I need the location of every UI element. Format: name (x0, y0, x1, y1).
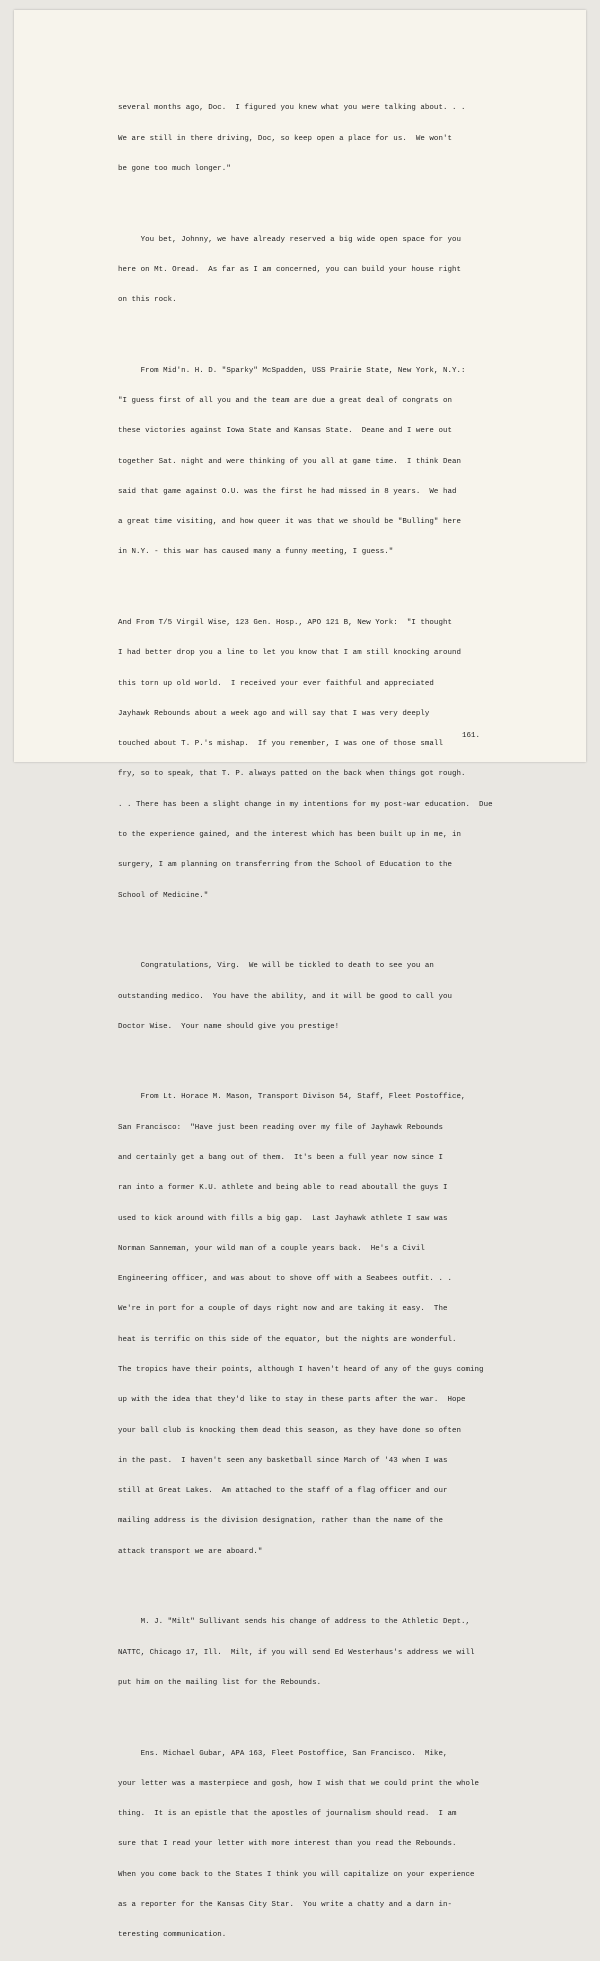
text-line: several months ago, Doc. I figured you knew what you were talking about. . . (118, 104, 466, 113)
text-line: to the experience gained, and the interest which has been built up in me, in (118, 831, 462, 840)
text-line: outstanding medico. You have the ability, and it will be good to call you (118, 992, 452, 1001)
text-line: Jayhawk Rebounds about a week ago and will say that I was very deeply (118, 709, 430, 718)
text-line: When you come back to the States I think you will capitalize on your experience (118, 1870, 475, 1879)
text-line: ran into a former K.U. athlete and being able to read aboutall the guys I (118, 1184, 448, 1193)
document-page (14, 10, 586, 1940)
text-line: "I guess first of all you and the team are due a great deal of congrats on (118, 397, 452, 405)
text-line: be gone too much longer." (118, 164, 231, 173)
text-line: your ball club is knocking them dead this season, as they have done so often (118, 1426, 462, 1435)
text-line: thing. It is an epistle that the apostles of journalism should read. I am (118, 1810, 457, 1819)
text-line: as a reporter for the Kansas City Star. You write a chatty and a darn in- (118, 1900, 452, 1909)
text-line: Doctor Wise. Your name should give you prestige! (118, 1022, 340, 1031)
text-line: in N.Y. - this war has caused many a funny meeting, I guess." (118, 548, 394, 557)
text-line: And From T/5 Virgil Wise, 123 Gen. Hosp., APO 121 B, New York: "I thought (118, 619, 452, 628)
text-line: Ens. Michael Gubar, APA 163, Fleet Postoffice, San Francisco. Mike, (118, 1749, 448, 1758)
text-line: sure that I read your letter with more interest than you read the Rebounds. (118, 1840, 457, 1849)
text-line: Congratulations, Virg. We will be tickled to death to see you an (118, 962, 434, 971)
text-line: here on Mt. Oread. As far as I am concerned, you can build your house right (118, 265, 462, 274)
text-line: said that game against O.U. was the first he had missed in 8 years. We had (118, 487, 457, 496)
text-line: and certainly get a bang out of them. It's been a full year now since I (118, 1154, 443, 1163)
text-line: teresting communication. (118, 1931, 227, 1940)
text-line: your letter was a masterpiece and gosh, how I wish that we could print the whole (118, 1779, 480, 1788)
text-line: heat is terrific on this side of the equator, but the nights are wonderful. (118, 1335, 457, 1344)
text-line: this torn up old world. I received your ever faithful and appreciated (118, 679, 434, 688)
text-line: used to kick around with fills a big gap. Last Jayhawk athlete I saw was (118, 1214, 448, 1223)
text-line: attack transport we are aboard." (118, 1547, 263, 1556)
text-line: together Sat. night and were thinking of you all at game time. I think Dean (118, 457, 462, 466)
text-line: surgery, I am planning on transferring from the School of Education to the (118, 861, 452, 870)
page-number: 161. (462, 732, 481, 740)
text-line: fry, so to speak, that T. P. always patted on the back when things got rough. (118, 770, 466, 779)
text-line: Norman Sanneman, your wild man of a couple years back. He's a Civil (118, 1244, 425, 1253)
text-line: NATTC, Chicago 17, Ill. Milt, if you will send Ed Westerhaus's address we will (118, 1648, 475, 1657)
text-line: touched about T. P.'s mishap. If you remember, I was one of those small (118, 740, 443, 749)
text-line: these victories against Iowa State and Kansas State. Deane and I were out (118, 427, 452, 436)
letter-body (118, 73, 588, 1961)
text-line: in the past. I haven't seen any basketball since March of '43 when I was (118, 1456, 448, 1465)
text-line: We're in port for a couple of days right now and are taking it easy. The (118, 1305, 448, 1314)
text-line: The tropics have their points, although I haven't heard of any of the guys coming (118, 1366, 484, 1374)
text-line: . . There has been a slight change in my intentions for my post-war education. Due (118, 800, 493, 809)
text-line: You bet, Johnny, we have already reserved a big wide open space for you (118, 235, 462, 244)
text-line: We are still in there driving, Doc, so keep open a place for us. We won't (118, 134, 452, 143)
text-line: From Mid'n. H. D. "Sparky" McSpadden, USS Prairie State, New York, N.Y.: (118, 366, 466, 375)
text-line: Engineering officer, and was about to shove off with a Seabees outfit. . . (118, 1275, 452, 1284)
text-line: a great time visiting, and how queer it was that we should be "Bulling" here (118, 518, 462, 527)
text-line: M. J. "Milt" Sullivant sends his change of address to the Athletic Dept., (118, 1618, 471, 1627)
text-line: San Francisco: "Have just been reading over my file of Jayhawk Rebounds (118, 1123, 443, 1132)
text-line: mailing address is the division designation, rather than the name of the (118, 1517, 443, 1526)
text-line: still at Great Lakes. Am attached to the staff of a flag officer and our (118, 1487, 448, 1496)
text-line: I had better drop you a line to let you know that I am still knocking around (118, 649, 462, 658)
text-line: School of Medicine." (118, 891, 209, 900)
text-line: on this rock. (118, 296, 177, 305)
text-line: From Lt. Horace M. Mason, Transport Divison 54, Staff, Fleet Postoffice, (118, 1093, 466, 1102)
text-line: put him on the mailing list for the Rebounds. (118, 1678, 322, 1687)
text-line: up with the idea that they'd like to stay in these parts after the war. Hope (118, 1396, 466, 1405)
